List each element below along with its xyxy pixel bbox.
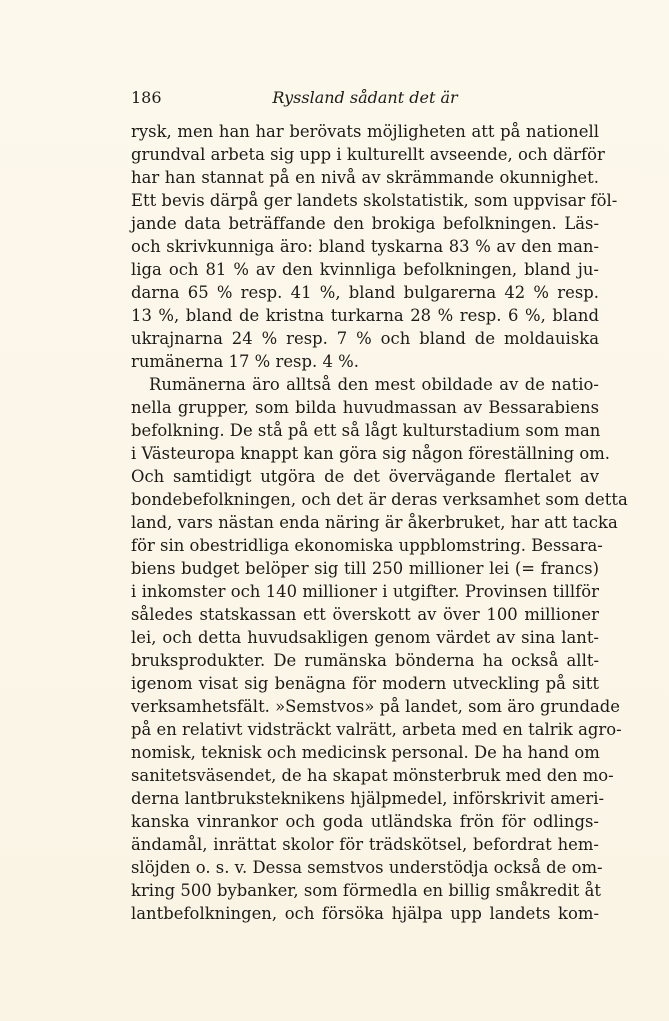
text-line: sanitetsväsendet, de ha skapat mönsterbruk med den mo- [131, 766, 614, 785]
text-line: nella grupper, som bilda huvudmassan av Bessarabiens [131, 398, 599, 417]
text-line: nomisk, teknisk och medicinsk personal. De ha hand om [131, 743, 600, 762]
text-line: ändamål, inrättat skolor för trädskötsel, befordrat hem- [131, 835, 599, 854]
text-line: befolkning. De stå på ett så lågt kulturstadium som man [131, 421, 601, 440]
text-line: lei, och detta huvudsakligen genom värdet av sina lant- [131, 628, 599, 647]
text-line: kanska vinrankor och goda utländska frön för odlings- [131, 812, 599, 831]
text-line: biens budget belöper sig till 250 millioner lei (= francs) [131, 559, 599, 578]
text-line: igenom visat sig benägna för modern utveckling på sitt [131, 674, 599, 693]
text-line: lantbefolkningen, och försöka hjälpa upp landets kom- [131, 904, 599, 923]
text-line: slöjden o. s. v. Dessa semstvos understödja också de om- [131, 858, 603, 877]
text-line: Ett bevis därpå ger landets skolstatistik, som uppvisar föl- [131, 191, 618, 210]
text-line: land, vars nästan enda näring är åkerbruket, har att tacka [131, 513, 618, 532]
text-line: och skrivkunniga äro: bland tyskarna 83 % av den man- [131, 237, 599, 256]
text-line: 13 %, bland de kristna turkarna 28 % resp. 6 %, bland [131, 306, 599, 325]
text-line: grundval arbeta sig upp i kulturellt avseende, och därför [131, 145, 605, 164]
text-line: Och samtidigt utgöra de det övervägande flertalet av [131, 467, 599, 486]
text-line: bondebefolkningen, och det är deras verksamhet som detta [131, 490, 628, 509]
text-line: bruksprodukter. De rumänska bönderna ha också allt- [131, 651, 599, 670]
text-line: rumänerna 17 % resp. 4 %. [131, 352, 359, 371]
text-line: darna 65 % resp. 41 %, bland bulgarerna 42 % resp. [131, 283, 599, 302]
text-line: Rumänerna äro alltså den mest obildade av de natio- [149, 375, 599, 394]
text-line: liga och 81 % av den kvinnliga befolkningen, bland ju- [131, 260, 599, 279]
text-line: verksamhetsfält. »Semstvos» på landet, som äro grundade [131, 697, 621, 716]
text-line: i Västeuropa knappt kan göra sig någon föreställning om. [131, 444, 611, 463]
text-line: har han stannat på en nivå av skrämmande okunnighet. [131, 168, 599, 187]
text-line: för sin obestridliga ekonomiska uppblomstring. Bessara- [131, 536, 603, 555]
text-line: i inkomster och 140 millioner i utgifter. Provinsen tillför [131, 582, 599, 601]
text-line: jande data beträffande den brokiga befolkningen. Läs- [131, 214, 599, 233]
text-line: ukrajnarna 24 % resp. 7 % och bland de moldauiska [131, 329, 599, 348]
text-line: på en relativt vidsträckt valrätt, arbeta med en talrik agro- [131, 720, 622, 739]
text-line: kring 500 bybanker, som förmedla en billig småkredit åt [131, 881, 601, 900]
running-title: Ryssland sådant det är [272, 88, 458, 107]
text-line: rysk, men han har berövats möjligheten att på nationell [131, 122, 599, 141]
text-line: derna lantbruksteknikens hjälpmedel, införskrivit ameri- [131, 789, 605, 808]
text-line: således statskassan ett överskott av över 100 millioner [131, 605, 599, 624]
page-header [131, 86, 599, 110]
page-number: 186 [131, 88, 162, 107]
